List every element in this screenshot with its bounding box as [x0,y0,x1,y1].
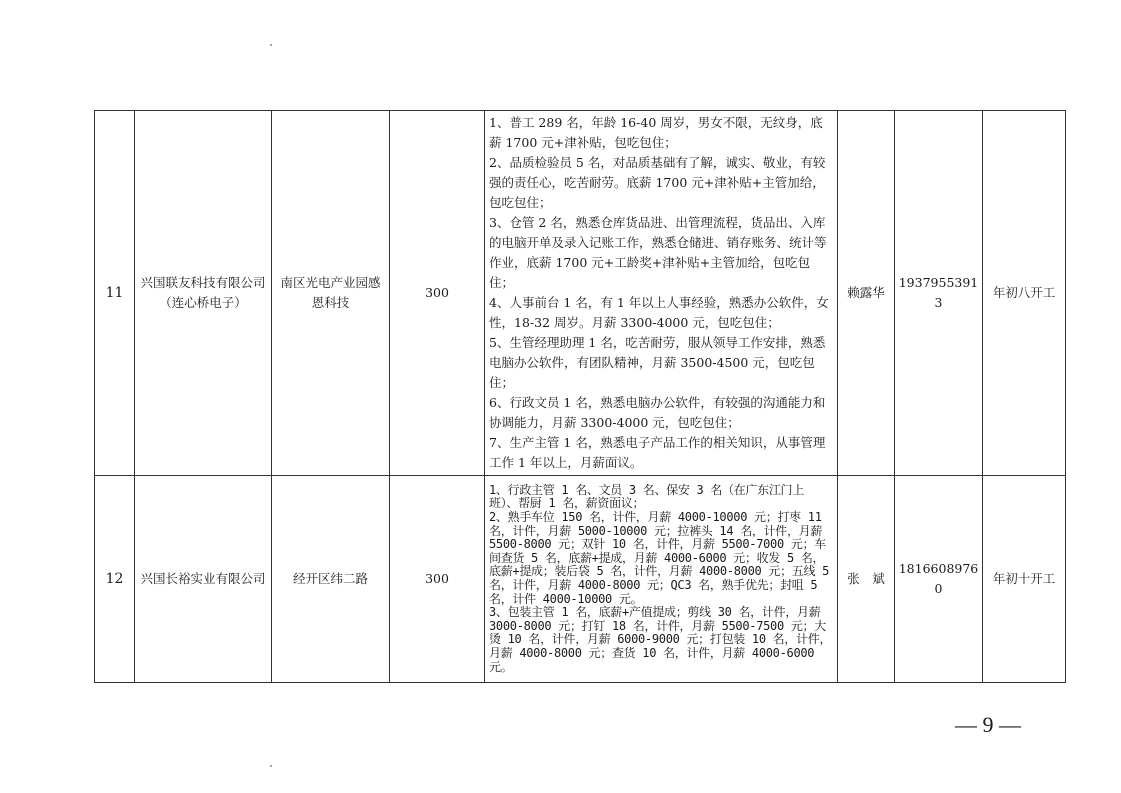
table-row [95,111,1066,476]
requirement-item: 5、生管经理助理 1 名，吃苦耐劳，服从领导工作安排，熟悉电脑办公软件，有团队精神，月薪 3500-4500 元，包吃包住； [489,335,826,390]
requirement-item: 3、包装主管 1 名，底薪+产值提成；剪线 30 名，计件，月薪 3000-8000 元；打钉 18 名，计件，月薪 5500-7500 元；大烫 10 名，计件，月薪 6000-9000 元；打包装 10 名，计件，月薪 4000-8000 元；查货 10 名，计件，月薪 4000-6000 元。 [489,605,832,674]
requirement-item: 7、生产主管 1 名，熟悉电子产品工作的相关知识，从事管理工作 1 年以上，月薪面议。 [489,435,826,470]
requirement-item: 2、熟手车位 150 名，计件，月薪 4000-10000 元；打枣 11 名，计件，月薪 5000-10000 元；拉裤头 14 名，计件，月薪 5500-8000 元；双针 10 名，计件，月薪 5500-7000 元；车间查货 5 名，底薪+提成，月薪 4000-6000 元；收发 5 名，底薪+提成；装后袋 5 名，计件，月薪 4000-8000 元；五线 5 名，计件，月薪 4000-8000 元；QC3 名，熟手优先；封咀 5 名，计件 4000-10000 元。 [489,510,830,606]
page-number: — 9 — [955,712,1021,737]
work-location: 南区光电产业园感恩科技 [272,111,390,476]
scan-mark [270,44,272,46]
requirement-item: 4、人事前台 1 名，有 1 年以上人事经验，熟悉办公软件，女性，18-32 周岁。月薪 3300-4000 元，包吃包住； [489,295,829,330]
row-index: 11 [95,111,135,476]
start-date: 年初八开工 [983,111,1066,476]
company-name: 兴国长裕实业有限公司 [135,476,272,683]
contact-phone: 19379553913 [895,111,983,476]
row-index: 12 [95,476,135,683]
company-name: 兴国联友科技有限公司（连心桥电子） [135,111,272,476]
contact-person: 赖露华 [838,111,895,476]
headcount: 300 [390,111,485,476]
requirement-item: 2、品质检验员 5 名，对品质基础有了解，诚实、敬业，有较强的责任心，吃苦耐劳。底薪 1700 元+津补贴+主管加给，包吃包住； [489,155,826,210]
work-location: 经开区纬二路 [272,476,390,683]
contact-person: 张 斌 [838,476,895,683]
scan-mark [270,765,272,767]
requirement-item: 3、仓管 2 名，熟悉仓库货品进、出管理流程，货品出、入库的电脑开单及录入记账工作，熟悉仓储进、销存账务、统计等作业，底薪 1700 元+工龄奖+津补贴+主管加给，包吃包住； [489,215,827,290]
table-row [95,476,1066,683]
headcount: 300 [390,476,485,683]
contact-phone: 18166089760 [895,476,983,683]
requirement-item: 1、普工 289 名，年龄 16-40 周岁，男女不限，无纹身，底薪 1700 元+津补贴，包吃包住； [489,115,823,150]
requirement-item: 6、行政文员 1 名，熟悉电脑办公软件，有较强的沟通能力和协调能力，月薪 3300-4000 元，包吃包住； [489,395,826,430]
job-requirements [485,111,838,476]
job-requirements [485,476,838,683]
job-listing-table [94,110,1066,683]
start-date: 年初十开工 [983,476,1066,683]
requirement-item: 1、行政主管 1 名、文员 3 名、保安 3 名（在广东江门上班）、帮厨 1 名，薪资面议； [489,482,804,511]
